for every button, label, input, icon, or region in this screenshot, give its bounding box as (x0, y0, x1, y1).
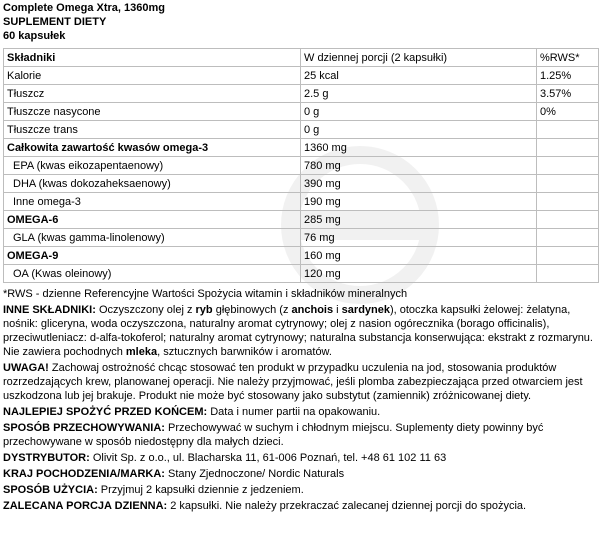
allergen-anchovy: anchois (291, 304, 334, 316)
usage-label: SPOSÓB UŻYCIA: (3, 484, 98, 496)
table-row (4, 139, 599, 157)
origin-text: Stany Zjednoczone/ Nordic Naturals (164, 468, 345, 480)
origin-label: KRAJ POCHODZENIA/MARKA: (3, 468, 165, 480)
usage-section (3, 483, 599, 497)
ingredients-section: INNE SKŁADNIKI: Oczyszczony olej z ryb głębinowych (z anchois i sardynek), otoczka kapsułki żelowej: żelatyna, nośnik: gliceryna, woda oczyszczona, naturalny aromat cytrynowy; olej z nasion ogórecznika (borago officinalis), przeciwutleniacz: d-alfa-tokoferol; naturalny aromat cytrynowy; naturalna substancja konserwująca: ekstrakt z rozmarynu. Nie zawiera pochodnych mleka, sztucznych barwników i aromatów. (3, 304, 593, 358)
cell-daily-amount: 285 mg (301, 211, 537, 229)
cell-rws (537, 193, 599, 211)
column-header-rws: %RWS* (537, 49, 599, 67)
storage-text: Przechowywać w suchym i chłodnym miejscu. Suplementy diety powinny być przechowywane w sposób niedostępny dla małych dzieci. (3, 422, 544, 448)
cell-rws (537, 139, 599, 157)
cell-rws (537, 175, 599, 193)
allergen-milk: mleka (125, 346, 158, 358)
cell-daily-amount: 2.5 g (301, 85, 537, 103)
cell-daily-amount: 190 mg (301, 193, 537, 211)
cell-rws (537, 157, 599, 175)
usage-text: Przyjmuj 2 kapsułki dziennie z jedzeniem. (97, 484, 304, 496)
storage-label: SPOSÓB PRZECHOWYWANIA: (3, 422, 165, 434)
best-before-label: NAJLEPIEJ SPOŻYĆ PRZED KOŃCEM: (3, 406, 208, 418)
cell-rws (537, 121, 599, 139)
table-row (4, 175, 599, 193)
cell-daily-amount: 25 kcal (301, 67, 537, 85)
cell-rws (537, 265, 599, 283)
cell-daily-amount: 780 mg (301, 157, 537, 175)
cell-rws: 3.57% (537, 85, 599, 103)
cell-ingredient: Tłuszcze nasycone (4, 103, 301, 121)
cell-ingredient: Kalorie (4, 67, 301, 85)
cell-ingredient: OMEGA-9 (4, 247, 301, 265)
table-row (4, 211, 599, 229)
origin-section (3, 467, 599, 481)
best-before-section (3, 405, 599, 419)
cell-rws: 0% (537, 103, 599, 121)
cell-ingredient: OMEGA-6 (4, 211, 301, 229)
table-row (4, 265, 599, 283)
table-row (4, 229, 599, 247)
cell-daily-amount: 120 mg (301, 265, 537, 283)
cell-ingredient: Tłuszcze trans (4, 121, 301, 139)
cell-rws (537, 247, 599, 265)
column-header-daily-amount: W dziennej porcji (2 kapsułki) (301, 49, 537, 67)
warning-label: UWAGA! (3, 362, 49, 374)
allergen-fish: ryb (195, 304, 213, 316)
cell-ingredient: Inne omega-3 (4, 193, 301, 211)
product-name: Complete Omega Xtra, 1360mg (3, 2, 166, 14)
cell-daily-amount: 76 mg (301, 229, 537, 247)
allergen-sardine: sardynek (341, 304, 390, 316)
cell-ingredient: GLA (kwas gamma-linolenowy) (4, 229, 301, 247)
nutrition-table (3, 48, 599, 283)
cell-rws: 1.25% (537, 67, 599, 85)
table-row (4, 103, 599, 121)
table-row (4, 121, 599, 139)
cell-daily-amount: 390 mg (301, 175, 537, 193)
ingredients-label: INNE SKŁADNIKI: (3, 304, 96, 316)
daily-dose-section (3, 499, 599, 513)
cell-rws (537, 229, 599, 247)
cell-ingredient: Tłuszcz (4, 85, 301, 103)
cell-daily-amount: 0 g (301, 121, 537, 139)
distributor-text: Olivit Sp. z o.o., ul. Blacharska 11, 61-006 Poznań, tel. +48 61 102 11 63 (89, 452, 447, 464)
table-row (4, 157, 599, 175)
rws-footnote: *RWS - dzienne Referencyjne Wartości Spożycia witamin i składników mineralnych (3, 288, 408, 300)
table-row (4, 67, 599, 85)
storage-section (3, 421, 599, 449)
warning-section (3, 361, 599, 403)
daily-dose-text: 2 kapsułki. Nie należy przekraczać zalecanej dziennej porcji do spożycia. (167, 500, 527, 512)
cell-ingredient: DHA (kwas dokozaheksaenowy) (4, 175, 301, 193)
product-label (3, 1, 599, 513)
cell-daily-amount: 160 mg (301, 247, 537, 265)
table-row (4, 193, 599, 211)
warning-text: Zachowaj ostrożność chcąc stosować ten produkt w przypadku uczulenia na jod, stosowania produktów rozrzedzających krew, planowanej operacji. Nie należy przyjmować, jeśli plomba zabezpieczająca przed otwarciem jest uszkodzona lub jej brakuje. Produkt nie może być stosowany jako substytut (zamiennik) zróżnicowanej diety. (3, 362, 583, 402)
table-header-row (4, 49, 599, 67)
distributor-section (3, 451, 599, 465)
column-header-ingredient: Składniki (4, 49, 301, 67)
cell-daily-amount: 0 g (301, 103, 537, 121)
table-row (4, 85, 599, 103)
daily-dose-label: ZALECANA PORCJA DZIENNA: (3, 500, 168, 512)
capsule-count: 60 kapsułek (3, 30, 66, 42)
product-category: SUPLEMENT DIETY (3, 16, 107, 28)
table-row (4, 247, 599, 265)
cell-ingredient: Całkowita zawartość kwasów omega-3 (4, 139, 301, 157)
cell-rws (537, 211, 599, 229)
cell-ingredient: OA (Kwas oleinowy) (4, 265, 301, 283)
cell-ingredient: EPA (kwas eikozapentaenowy) (4, 157, 301, 175)
distributor-label: DYSTRYBUTOR: (3, 452, 90, 464)
best-before-text: Data i numer partii na opakowaniu. (207, 406, 381, 418)
cell-daily-amount: 1360 mg (301, 139, 537, 157)
